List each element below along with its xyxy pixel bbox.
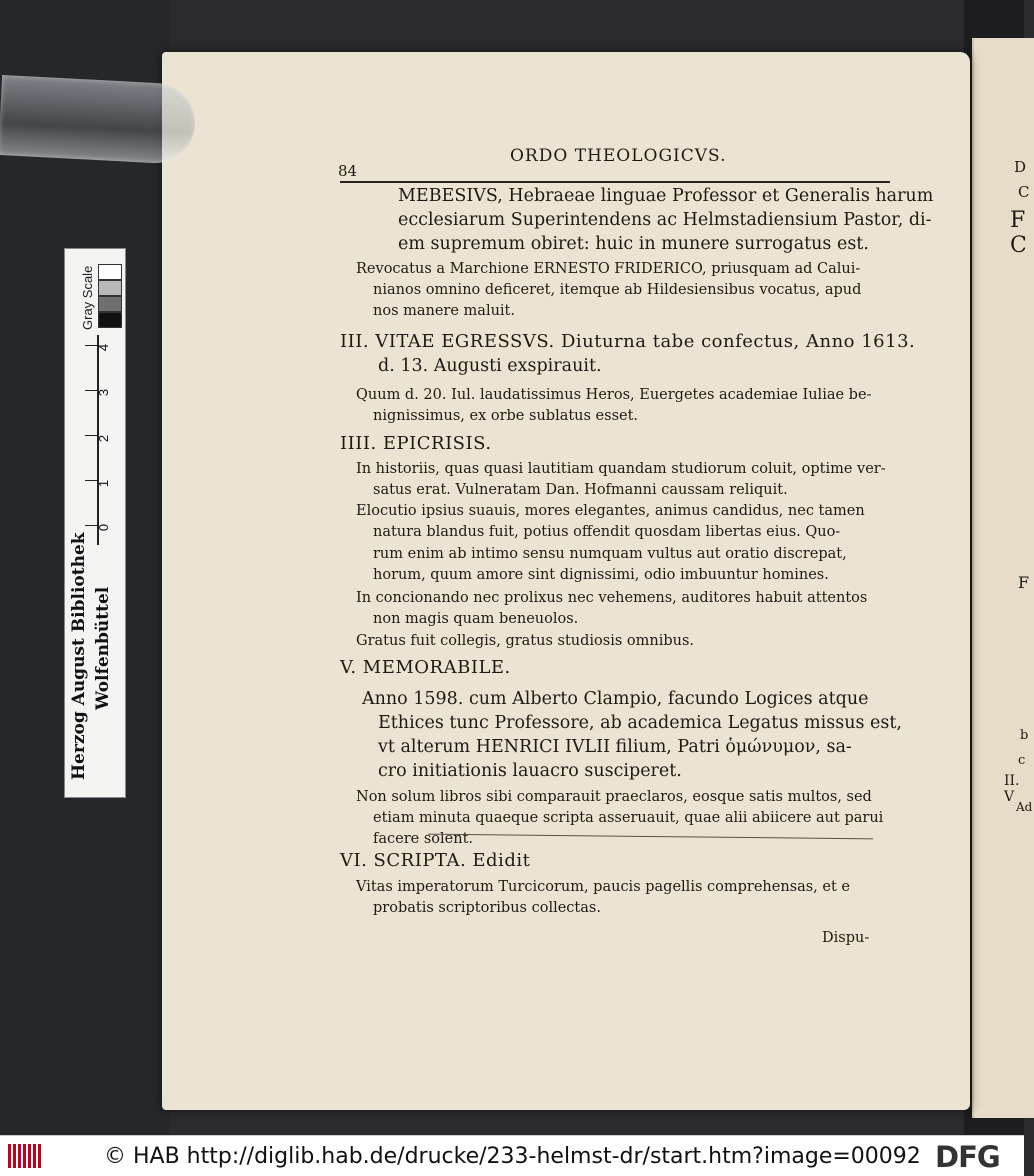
- facing-page-fragment: F C: [1010, 208, 1027, 258]
- text-line: In concionando nec prolixus nec vehemens, auditores habuit attentos: [356, 590, 868, 606]
- text-line: V. MEMORABILE.: [340, 657, 511, 678]
- copyright-url[interactable]: © HAB http://diglib.hab.de/drucke/233-helmst-dr/start.htm?image=00092: [104, 1144, 921, 1169]
- facing-page-fragment: II. V: [1004, 773, 1020, 805]
- facing-page-fragment: c: [1018, 753, 1026, 768]
- text-line: facere solent.: [373, 831, 473, 847]
- text-line: cro initiationis lauacro susciperet.: [378, 761, 682, 781]
- text-line: nignissimus, ex orbe sublatus esset.: [373, 408, 639, 424]
- text-line: em supremum obiret: huic in munere surrogatus est.: [398, 234, 869, 254]
- gray-swatch-light: [98, 280, 122, 296]
- gray-swatch-mid: [98, 296, 122, 312]
- text-line: natura blandus fuit, potius offendit quosdam libertas eius. Quo-: [373, 524, 841, 540]
- gray-swatch-black: [98, 312, 122, 328]
- facing-page-fragment: b: [1020, 728, 1029, 743]
- text-line: horum, quum amore sint dignissimi, odio imbuuntur homines.: [373, 567, 829, 583]
- text-line: d. 13. Augusti exspirauit.: [378, 356, 602, 376]
- text-line: etiam minuta quaeque scripta asseruauit, quae alii abiicere aut parui: [373, 810, 884, 826]
- facing-page-fragment: D: [1014, 158, 1027, 176]
- text-line: Elocutio ipsius suauis, mores elegantes, animus candidus, nec tamen: [356, 503, 865, 519]
- ruler-number: 4: [96, 343, 112, 352]
- text-line: ecclesiarum Superintendens ac Helmstadiensium Pastor, di-: [398, 210, 932, 230]
- library-name-line1: Herzog August Bibliothek: [69, 532, 89, 780]
- text-line: nianos omnino deficeret, itemque ab Hildesiensibus vocatus, apud: [373, 282, 862, 298]
- text-line: satus erat. Vulneratam Dan. Hofmanni caussam reliquit.: [373, 482, 788, 498]
- gray-swatch-white: [98, 264, 122, 280]
- ruler-number: 0: [96, 523, 112, 532]
- text-line: III. VITAE EGRESSVS. Diuturna tabe confectus, Anno 1613.: [340, 331, 916, 352]
- page-number: 84: [338, 162, 358, 180]
- text-line: Dispu-: [822, 930, 870, 946]
- text-line: MEBESIVS, Hebraeae linguae Professor et Generalis harum: [398, 186, 934, 206]
- text-line: Gratus fuit collegis, gratus studiosis omnibus.: [356, 633, 695, 649]
- ruler-number: 1: [96, 479, 112, 488]
- library-name: [67, 532, 115, 780]
- facing-page-edge: [972, 38, 1034, 1118]
- dfg-logo: DFG: [935, 1140, 1000, 1174]
- library-name-line2: Wolfenbüttel: [93, 586, 113, 710]
- text-line: non magis quam beneuolos.: [373, 611, 579, 627]
- text-line: Non solum libros sibi comparauit praeclaros, eosque satis multos, sed: [356, 789, 872, 805]
- text-line: Ethices tunc Professore, ab academica Legatus missus est,: [378, 713, 902, 733]
- text-line: rum enim ab intimo sensu numquam vultus aut oratio discrepat,: [373, 546, 847, 562]
- text-line: Quum d. 20. Iul. laudatissimus Heros, Euergetes academiae Iuliae be-: [356, 387, 872, 403]
- text-line: IIII. EPICRISIS.: [340, 433, 492, 454]
- text-line: nos manere maluit.: [373, 303, 515, 319]
- facing-page-fragment: F: [1018, 573, 1030, 592]
- text-line: Revocatus a Marchione ERNESTO FRIDERICO, priusquam ad Calui-: [356, 261, 861, 277]
- ruler-number: 3: [96, 388, 112, 397]
- text-line: In historiis, quas quasi lautitiam quandam studiorum coluit, optime ver-: [356, 461, 886, 477]
- running-head: ORDO THEOLOGICVS.: [510, 146, 727, 166]
- ruler-number: 2: [96, 434, 112, 443]
- hab-logo-icon: [8, 1144, 48, 1168]
- glass-page-weight: [0, 75, 197, 165]
- text-line: probatis scriptoribus collectas.: [373, 900, 601, 916]
- header-rule: [340, 181, 890, 183]
- gray-scale-label: Gray Scale: [80, 265, 95, 330]
- text-line: Vitas imperatorum Turcicorum, paucis pagellis comprehensas, et e: [356, 879, 850, 895]
- text-line: Anno 1598. cum Alberto Clampio, facundo Logices atque: [362, 689, 869, 709]
- footer-bar: [0, 1135, 1024, 1176]
- facing-page-fragment: C: [1018, 183, 1030, 201]
- facing-page-fragment: Ad: [1016, 800, 1033, 814]
- text-line: VI. SCRIPTA. Edidit: [340, 850, 531, 871]
- text-line: vt alterum HENRICI IVLII filium, Patri ὁμώνυμον, sa-: [378, 737, 852, 757]
